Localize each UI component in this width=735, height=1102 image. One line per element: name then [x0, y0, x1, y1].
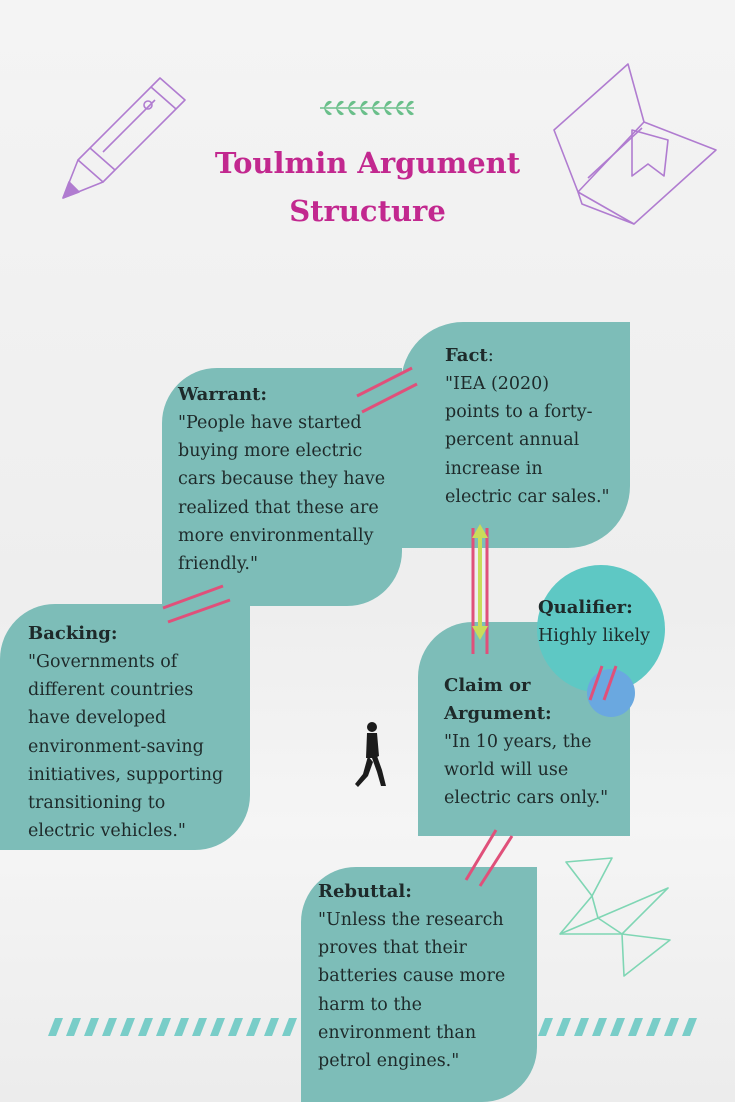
warrant-text-line: cars because they have [178, 469, 386, 490]
claim-label [444, 672, 552, 728]
backing-text-line: electric vehicles." [28, 821, 186, 842]
fact-text-line: increase in [445, 458, 543, 479]
backing-text-line: have developed [28, 708, 167, 729]
rebuttal-text-line: "Unless the research [318, 910, 504, 930]
leaf-garland-icon [318, 96, 418, 120]
connector-claim-rebuttal [462, 826, 522, 890]
hatch-strip-left [48, 1016, 300, 1038]
rebuttal-text-line: harm to the [318, 994, 423, 1015]
fact-text-line: electric car sales." [445, 486, 610, 507]
fact-text-line: "IEA (2020) [445, 374, 550, 394]
rebuttal-text-line: environment than [318, 1022, 477, 1043]
warrant-text-line: friendly." [178, 554, 259, 575]
connector-warrant-backing [158, 584, 238, 626]
warrant-text-line: "People have started [178, 413, 362, 433]
claim-label-line: Argument: [444, 703, 552, 724]
claim-label-line: Claim or [444, 675, 531, 696]
qualifier-text-line: Highly likely [538, 626, 651, 646]
claim-text-line: "In 10 years, the [444, 732, 592, 752]
rebuttal-text [318, 906, 505, 1075]
warrant-text-line: buying more electric [178, 441, 363, 462]
fact-text [445, 370, 610, 511]
backing-text-line: "Governments of [28, 652, 178, 672]
backing-text [28, 648, 223, 845]
claim-text-line: electric cars only." [444, 788, 609, 809]
rebuttal-text-line: petrol engines." [318, 1051, 460, 1072]
hatch-strip-right [538, 1016, 714, 1038]
warrant-label: Warrant: [178, 384, 267, 405]
double-arrow-icon [470, 522, 490, 642]
warrant-text [178, 409, 385, 578]
backing-text-line: environment-saving [28, 736, 204, 757]
backing-text-line: different countries [28, 680, 194, 701]
qualifier-text [538, 622, 650, 650]
connector-qualifier-claim [586, 662, 622, 704]
fact-label: Fact: [445, 345, 494, 366]
backing-label: Backing: [28, 623, 118, 644]
walking-person-icon [348, 720, 390, 790]
warrant-text-line: more environmentally [178, 525, 374, 546]
rebuttal-text-line: proves that their [318, 938, 467, 959]
warrant-text-line: realized that these are [178, 497, 379, 518]
claim-text [444, 728, 608, 813]
rebuttal-text-line: batteries cause more [318, 966, 506, 987]
fact-text-line: points to a forty- [445, 402, 593, 423]
origami-crane-icon [552, 852, 677, 980]
claim-text-line: world will use [444, 760, 569, 781]
fact-text-line: percent annual [445, 430, 580, 451]
page-title-line-1: Toulmin Argument [214, 146, 521, 180]
rebuttal-label: Rebuttal: [318, 881, 412, 902]
backing-text-line: initiatives, supporting [28, 764, 224, 785]
qualifier-label: Qualifier: [538, 597, 633, 618]
page-title-line-2: Structure [289, 194, 446, 228]
backing-text-line: transitioning to [28, 793, 166, 814]
